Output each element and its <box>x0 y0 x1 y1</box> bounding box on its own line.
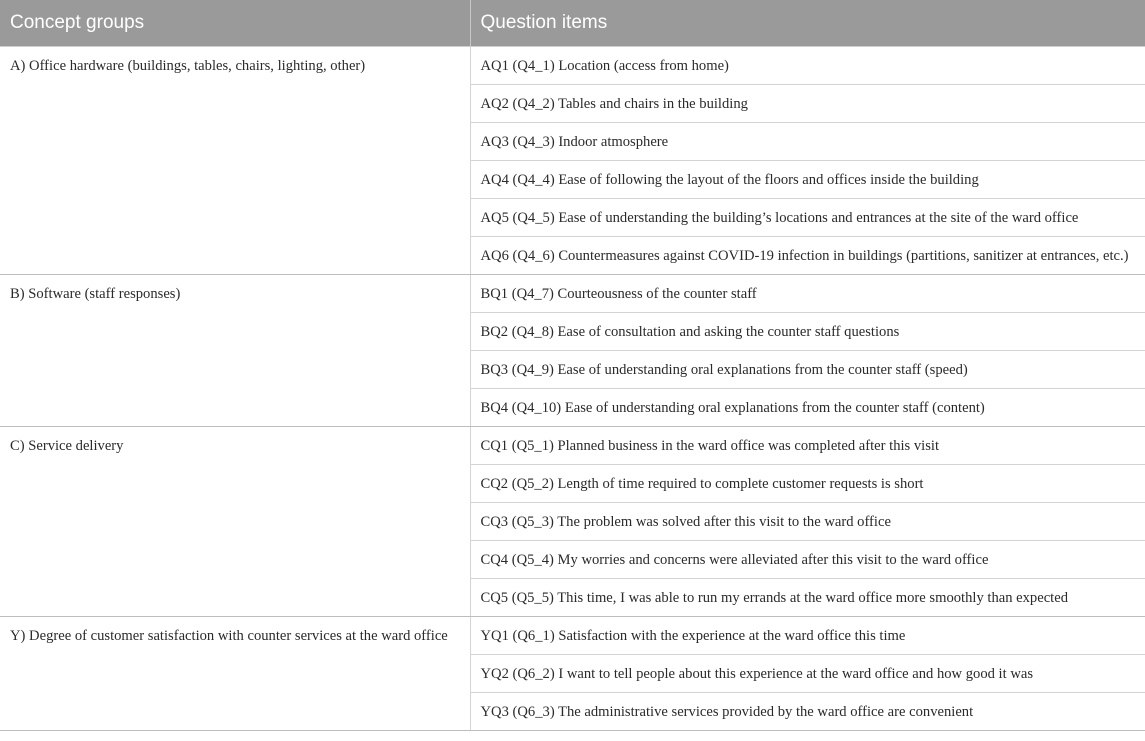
question-item-cell: BQ2 (Q4_8) Ease of consultation and asking the counter staff questions <box>470 313 1145 351</box>
table-row <box>0 47 1145 85</box>
question-item-cell: CQ1 (Q5_1) Planned business in the ward office was completed after this visit <box>470 427 1145 465</box>
question-item-cell: BQ4 (Q4_10) Ease of understanding oral explanations from the counter staff (content) <box>470 389 1145 427</box>
question-item-cell: CQ4 (Q5_4) My worries and concerns were alleviated after this visit to the ward office <box>470 541 1145 579</box>
question-item-cell: AQ2 (Q4_2) Tables and chairs in the building <box>470 85 1145 123</box>
question-item-cell: BQ3 (Q4_9) Ease of understanding oral explanations from the counter staff (speed) <box>470 351 1145 389</box>
header-question-items: Question items <box>470 0 1145 47</box>
table-row <box>0 617 1145 655</box>
question-item-cell: AQ5 (Q4_5) Ease of understanding the building’s locations and entrances at the site of the ward office <box>470 199 1145 237</box>
question-item-cell: YQ2 (Q6_2) I want to tell people about this experience at the ward office and how good it was <box>470 655 1145 693</box>
question-item-cell: CQ3 (Q5_3) The problem was solved after this visit to the ward office <box>470 503 1145 541</box>
header-row <box>0 0 1145 47</box>
question-item-cell: CQ5 (Q5_5) This time, I was able to run my errands at the ward office more smoothly than expected <box>470 579 1145 617</box>
question-item-cell: AQ4 (Q4_4) Ease of following the layout of the floors and offices inside the building <box>470 161 1145 199</box>
table-row <box>0 427 1145 465</box>
question-item-cell: YQ1 (Q6_1) Satisfaction with the experience at the ward office this time <box>470 617 1145 655</box>
header-concept-groups: Concept groups <box>0 0 470 47</box>
question-item-cell: AQ6 (Q4_6) Countermeasures against COVID-19 infection in buildings (partitions, sanitizer at entrances, etc.) <box>470 237 1145 275</box>
question-item-cell: AQ1 (Q4_1) Location (access from home) <box>470 47 1145 85</box>
concept-group-cell: Y) Degree of customer satisfaction with counter services at the ward office <box>0 617 470 731</box>
question-item-cell: YQ3 (Q6_3) The administrative services provided by the ward office are convenient <box>470 693 1145 731</box>
table-row <box>0 275 1145 313</box>
concept-group-cell: A) Office hardware (buildings, tables, chairs, lighting, other) <box>0 47 470 275</box>
table-body <box>0 47 1145 731</box>
table-header <box>0 0 1145 47</box>
question-item-cell: BQ1 (Q4_7) Courteousness of the counter staff <box>470 275 1145 313</box>
concept-group-cell: C) Service delivery <box>0 427 470 617</box>
question-item-cell: AQ3 (Q4_3) Indoor atmosphere <box>470 123 1145 161</box>
concept-group-cell: B) Software (staff responses) <box>0 275 470 427</box>
question-item-cell: CQ2 (Q5_2) Length of time required to complete customer requests is short <box>470 465 1145 503</box>
